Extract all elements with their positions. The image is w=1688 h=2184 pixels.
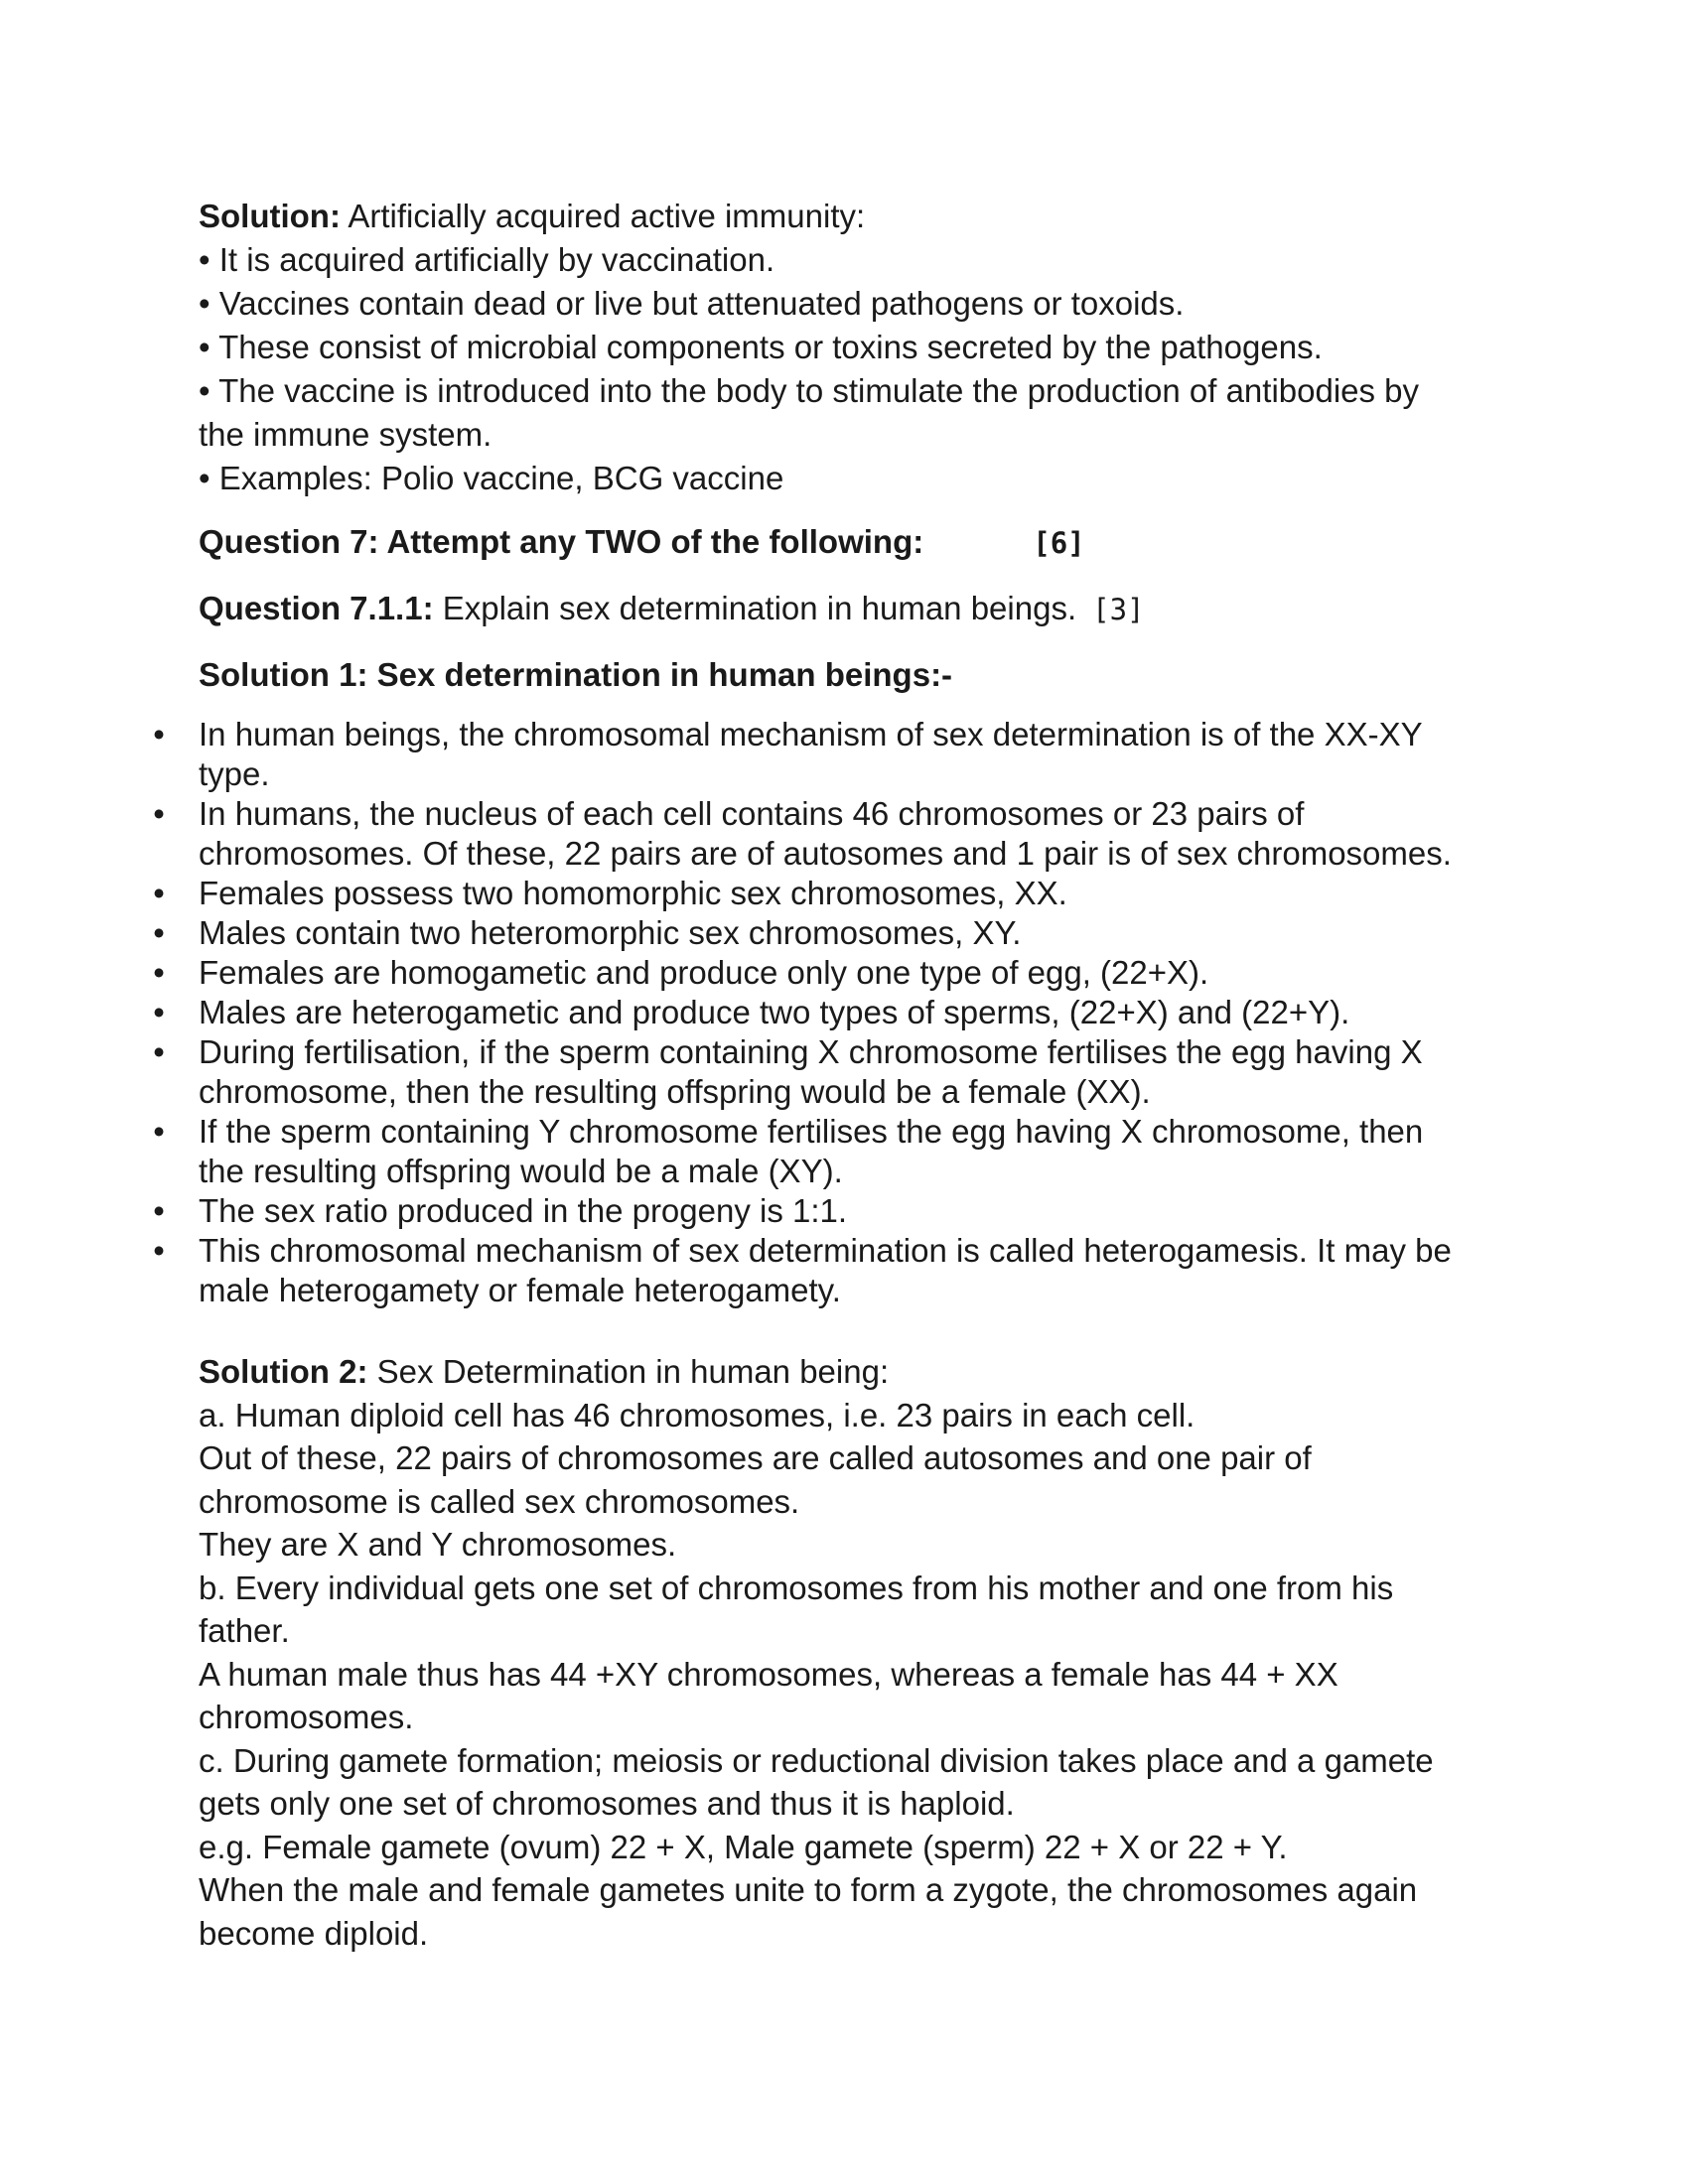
solution-2-intro-line (199, 1350, 1489, 1394)
bullet-dot: • (153, 795, 165, 832)
list-item-text: If the sperm containing Y chromosome fertilises the egg having X chromosome, then (199, 1113, 1424, 1150)
bullet-dot: • (153, 1033, 165, 1070)
list-item (153, 715, 1489, 794)
bullet-dot: • (199, 329, 211, 365)
bullet-dot: • (199, 460, 211, 496)
solution-2-line: b. Every individual gets one set of chromosomes from his mother and one from his (199, 1569, 1394, 1606)
solution-2-line: a. Human diploid cell has 46 chromosomes, i.e. 23 pairs in each cell. (199, 1396, 1196, 1433)
solution-1-list (153, 715, 1489, 1310)
list-item-text: During fertilisation, if the sperm containing X chromosome fertilises the egg having X (199, 1033, 1423, 1070)
list-item-text: male heterogamety or female heterogamety. (199, 1272, 841, 1308)
question-7-title: Question 7: Attempt any TWO of the following: (199, 523, 924, 560)
immunity-point-text: It is acquired artificially by vaccination. (218, 241, 775, 278)
bullet-dot: • (153, 875, 165, 911)
bullet-dot: • (199, 372, 211, 409)
solution-2-line: e.g. Female gamete (ovum) 22 + X, Male gamete (sperm) 22 + X or 22 + Y. (199, 1828, 1288, 1865)
bullet-dot: • (153, 994, 165, 1030)
bullet-dot: • (153, 1113, 165, 1150)
bullet-dot: • (153, 1192, 165, 1229)
list-item-text: chromosome, then the resulting offspring would be a female (XX). (199, 1073, 1151, 1110)
list-item (153, 953, 1489, 993)
list-item (153, 1191, 1489, 1231)
solution-2-line: Out of these, 22 pairs of chromosomes are called autosomes and one pair of (199, 1439, 1312, 1476)
list-item (153, 1112, 1489, 1191)
list-item (153, 794, 1489, 874)
solution-2-line: When the male and female gametes unite to form a zygote, the chromosomes again (199, 1871, 1418, 1908)
list-item-text: In humans, the nucleus of each cell contains 46 chromosomes or 23 pairs of (199, 795, 1305, 832)
immunity-point (199, 282, 1489, 326)
question-7-1-1 (199, 587, 1489, 631)
list-item-text: Males contain two heteromorphic sex chromosomes, XY. (199, 914, 1022, 951)
solution-2-line: chromosome is called sex chromosomes. (199, 1482, 800, 1520)
solution-2-intro-text: Sex Determination in human being: (376, 1353, 890, 1390)
immunity-point-text: Vaccines contain dead or live but attenuated pathogens or toxoids. (218, 285, 1185, 322)
solution-1-heading: Solution 1: Sex determination in human beings:- (199, 656, 953, 693)
solution-2-line: A human male thus has 44 +XY chromosomes, whereas a female has 44 + XX (199, 1655, 1338, 1693)
question-7-1-1-marks: [3] (1092, 593, 1145, 626)
bullet-dot: • (153, 716, 165, 752)
solution-2-line: c. During gamete formation; meiosis or reductional division takes place and a gamete (199, 1741, 1434, 1779)
list-item-text: Females possess two homomorphic sex chromosomes, XX. (199, 875, 1067, 911)
immunity-point-continuation: the immune system. (199, 416, 492, 453)
list-item (153, 1231, 1489, 1310)
solution-2 (199, 1350, 1489, 1955)
solution-intro-text: Artificially acquired active immunity: (348, 198, 866, 234)
question-7-marks: [6] (1033, 526, 1085, 560)
immunity-point-text: Examples: Polio vaccine, BCG vaccine (218, 460, 784, 496)
solution-2-line: chromosomes. (199, 1699, 414, 1735)
list-item (153, 1032, 1489, 1112)
question-7-heading (199, 520, 1489, 565)
bullet-dot: • (153, 914, 165, 951)
list-item-text: chromosomes. Of these, 22 pairs are of autosomes and 1 pair is of sex chromosomes. (199, 835, 1452, 872)
immunity-point (199, 326, 1489, 369)
list-item-text: In human beings, the chromosomal mechanism of sex determination is of the XX-XY (199, 716, 1423, 752)
question-7-1-1-text: Explain sex determination in human beings. (442, 590, 1077, 626)
document-page (153, 195, 1489, 1955)
solution-2-line: gets only one set of chromosomes and thus it is haploid. (199, 1785, 1015, 1822)
list-item (153, 874, 1489, 913)
solution-2-line: become diploid. (199, 1914, 429, 1952)
immunity-point-text: The vaccine is introduced into the body to stimulate the production of antibodies by (218, 372, 1420, 409)
list-item-text: This chromosomal mechanism of sex determination is called heterogamesis. It may be (199, 1232, 1452, 1269)
solution-2-line: They are X and Y chromosomes. (199, 1526, 677, 1563)
list-item (153, 913, 1489, 953)
bullet-dot: • (199, 285, 211, 322)
immunity-point-text: These consist of microbial components or toxins secreted by the pathogens. (218, 329, 1323, 365)
solution-2-line: father. (199, 1612, 290, 1649)
solution-2-label: Solution 2: (199, 1353, 368, 1390)
solution-active-immunity (199, 195, 1489, 500)
list-item (153, 993, 1489, 1032)
question-7-1-1-label: Question 7.1.1: (199, 590, 434, 626)
solution-label: Solution: (199, 198, 341, 234)
list-item-text: Males are heterogametic and produce two types of sperms, (22+X) and (22+Y). (199, 994, 1350, 1030)
list-item-text: the resulting offspring would be a male (XY). (199, 1153, 843, 1189)
immunity-point (199, 369, 1489, 457)
list-item-text: The sex ratio produced in the progeny is 1:1. (199, 1192, 848, 1229)
immunity-point (199, 457, 1489, 500)
bullet-dot: • (153, 1232, 165, 1269)
bullet-dot: • (153, 954, 165, 991)
solution-intro-line (199, 195, 1489, 238)
bullet-dot: • (199, 241, 211, 278)
list-item-text: Females are homogametic and produce only one type of egg, (22+X). (199, 954, 1209, 991)
list-item-text: type. (199, 755, 270, 792)
immunity-point (199, 238, 1489, 282)
